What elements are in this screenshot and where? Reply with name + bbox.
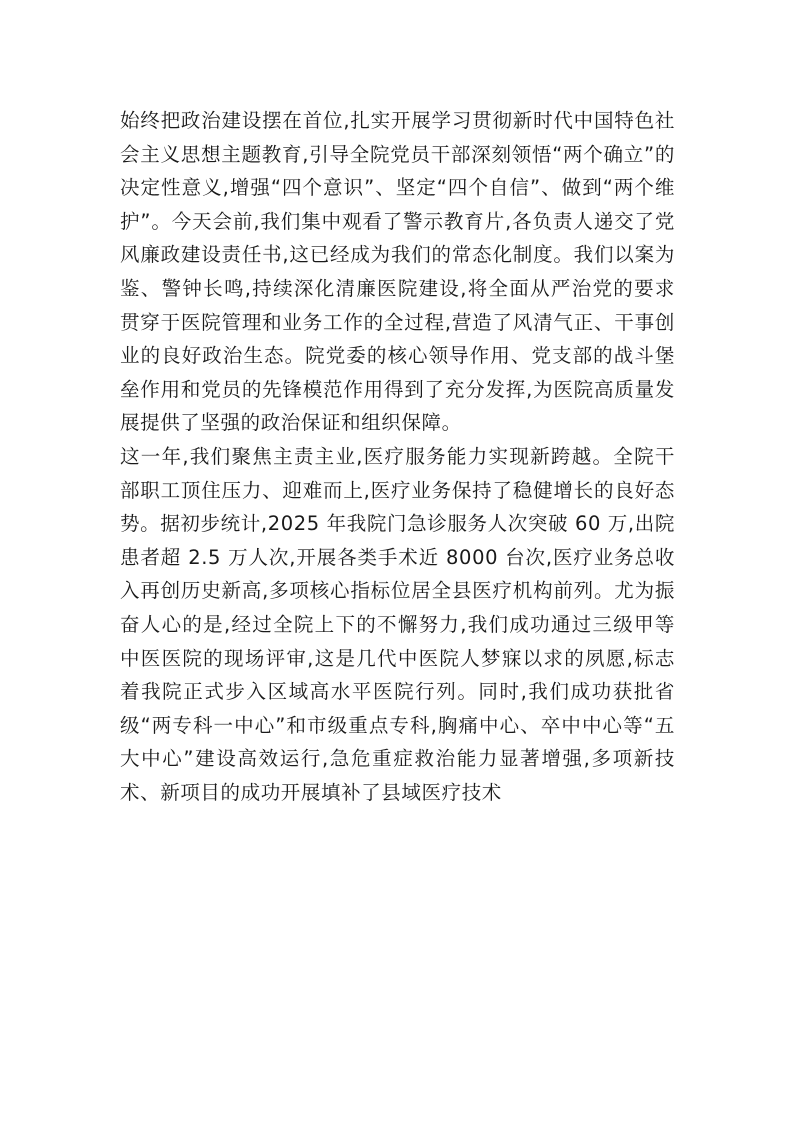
body-text [120, 104, 675, 809]
paragraph-medical-services: 这一年,我们聚焦主责主业,医疗服务能力实现新跨越。全院干部职工顶住压力、迎难而上,医疗业务保持了稳健增长的良好态势。据初步统计,2025 年我院门急诊服务人次突破 60 万,出院患者超 2.5 万人次,开展各类手术近 8000 台次,医疗业务总收入再创历史新高,多项核心指标位居全县医疗机构前列。尤为振奋人心的是,经过全院上下的不懈努力,我们成功通过三级甲等中医医院的现场评审,这是几代中医院人梦寐以求的夙愿,标志着我院正式步入区域高水平医院行列。同时,我们成功获批省级“两专科一中心”和市级重点专科,胸痛中心、卒中中心等“五大中心”建设高效运行,急危重症救治能力显著增强,多项新技术、新项目的成功开展填补了县域医疗技术 [120, 444, 675, 804]
paragraph-political-construction: 始终把政治建设摆在首位,扎实开展学习贯彻新时代中国特色社会主义思想主题教育,引导全院党员干部深刻领悟“两个确立”的决定性意义,增强“四个意识”、坚定“四个自信”、做到“两个维护”。今天会前,我们集中观看了警示教育片,各负责人递交了党风廉政建设责任书,这已经成为我们的常态化制度。我们以案为鉴、警钟长鸣,持续深化清廉医院建设,将全面从严治党的要求贯穿于医院管理和业务工作的全过程,营造了风清气正、干事创业的良好政治生态。院党委的核心领导作用、党支部的战斗堡垒作用和党员的先锋模范作用得到了充分发挥,为医院高质量发展提供了坚强的政治保证和组织保障。 [120, 109, 675, 435]
